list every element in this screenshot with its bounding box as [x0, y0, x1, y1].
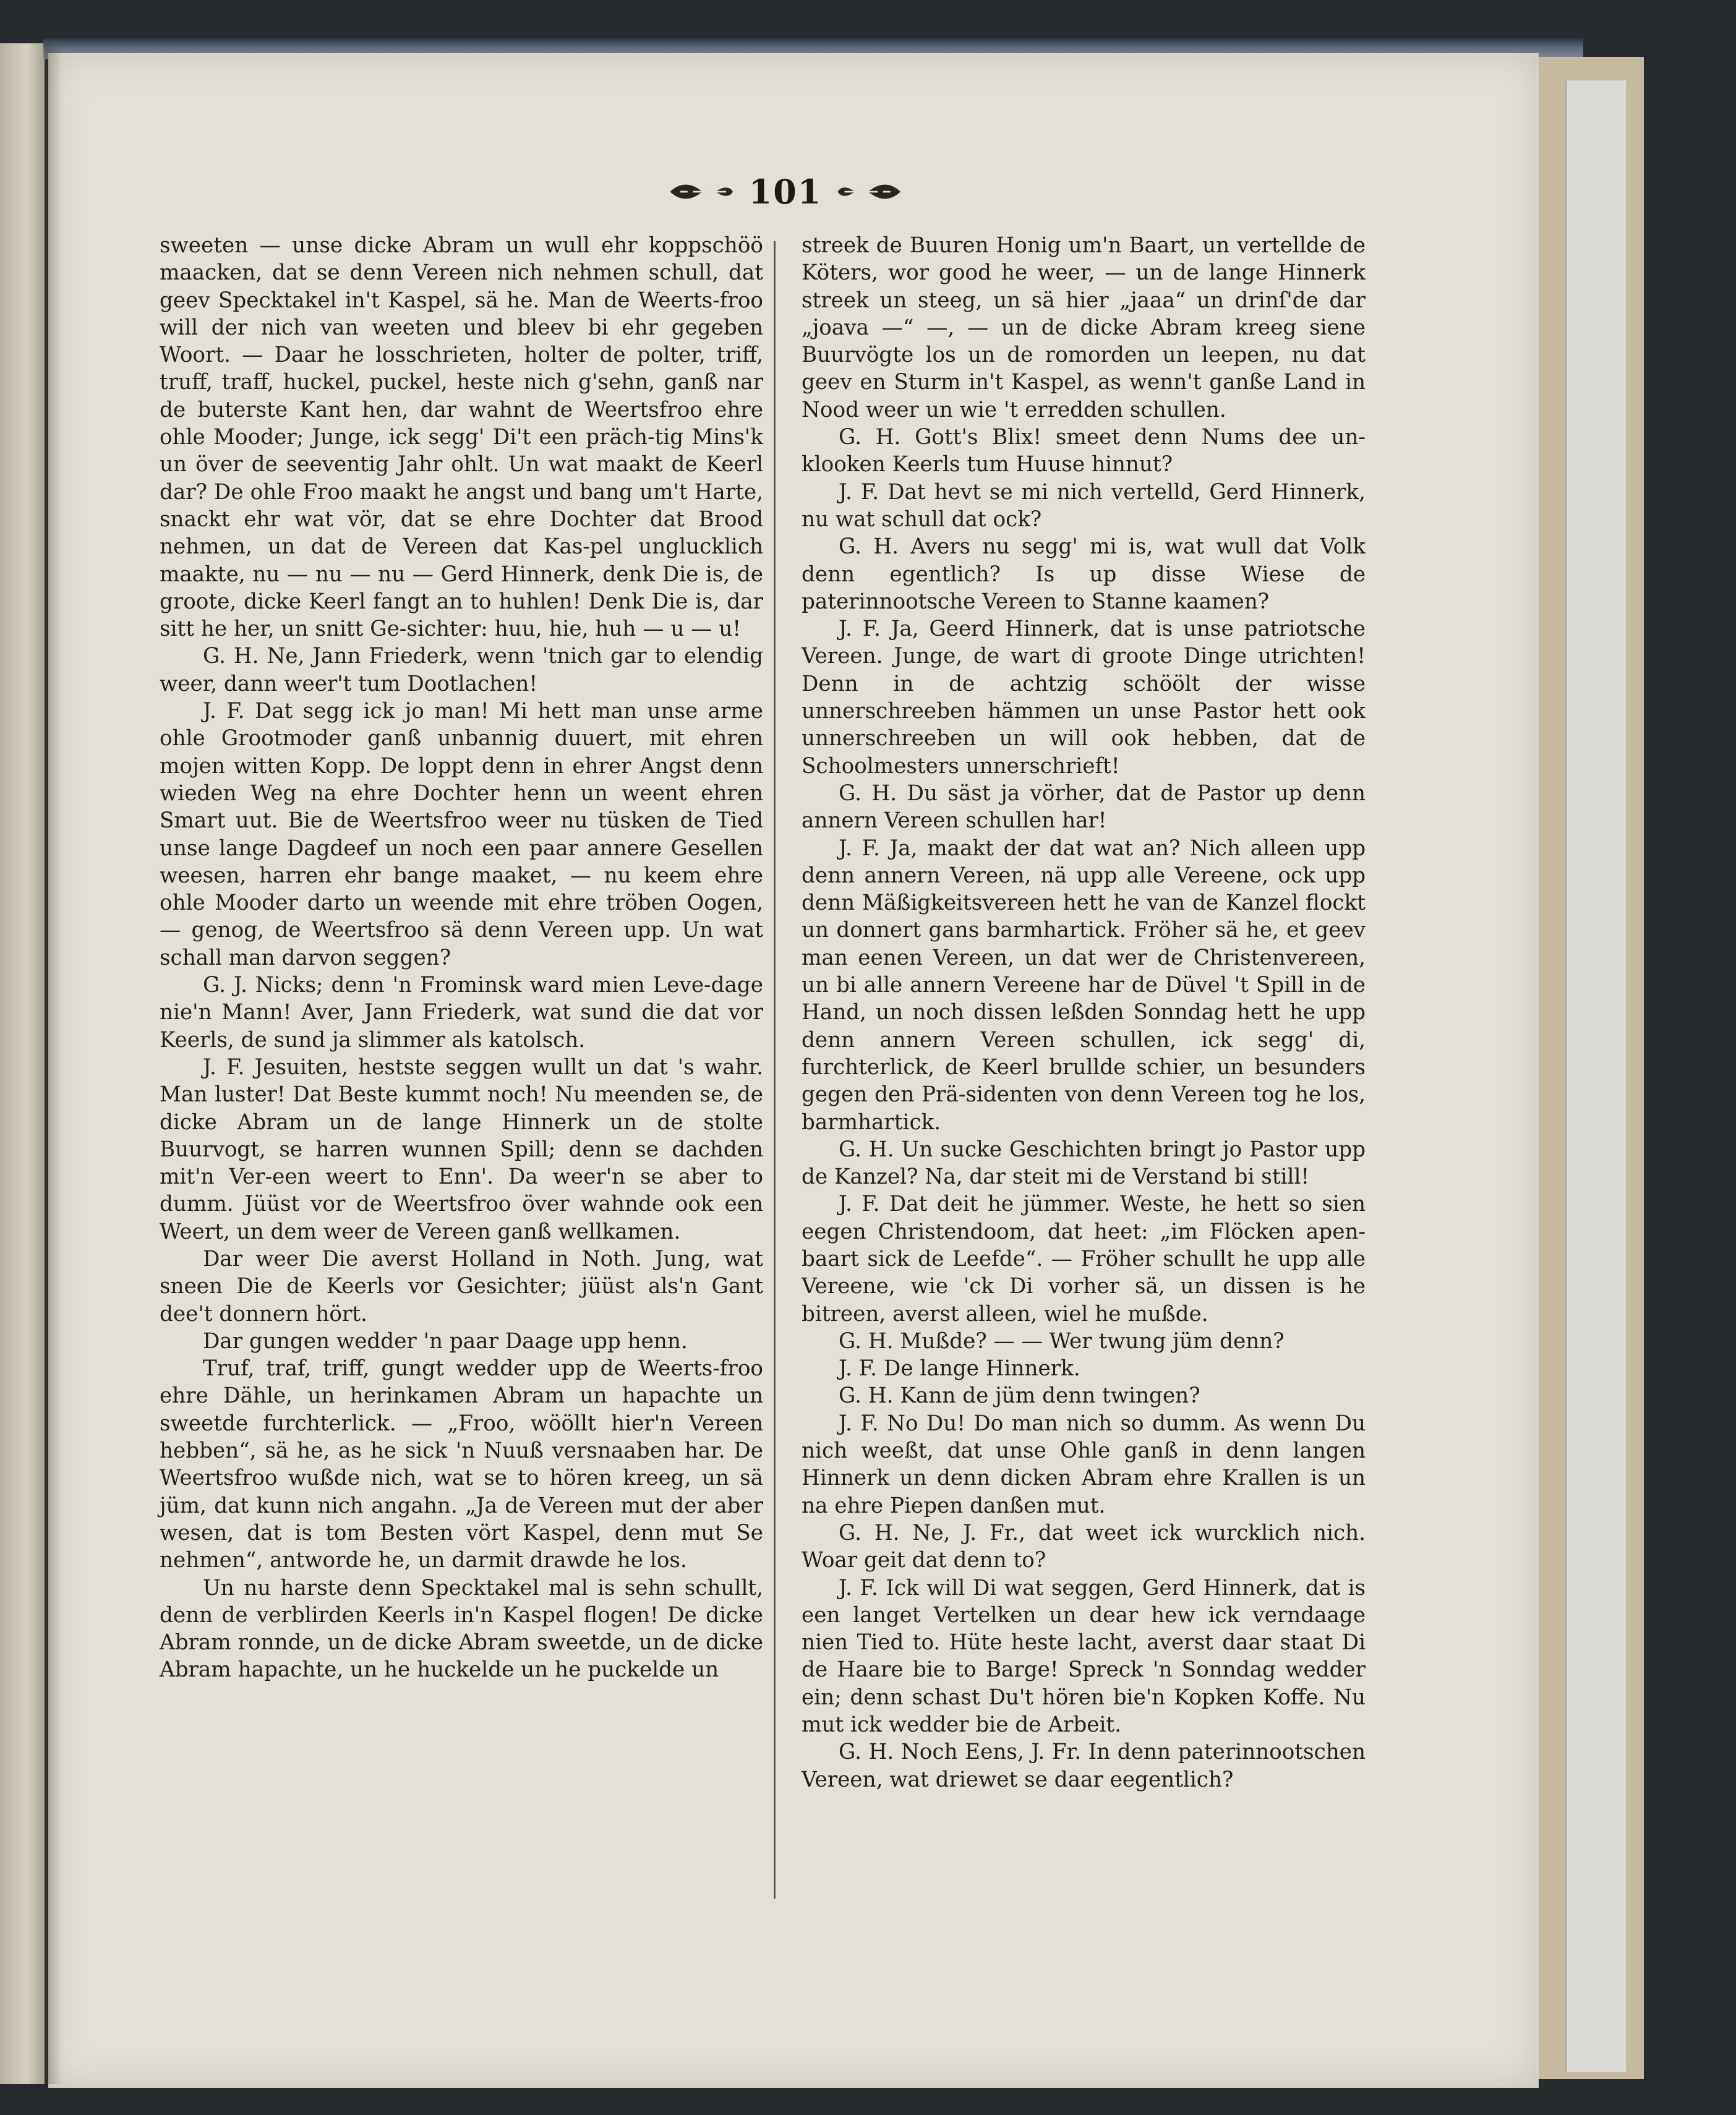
paragraph: J. F. No Du! Do man nich so dumm. As wenn Du nich weeßt, dat unse Ohle ganß in denn langen Hinnerk un denn dicken Abram ehre Krallen is un na ehre Piepen danßen mut. — [802, 1411, 1366, 1518]
page-block-edge — [1565, 80, 1626, 2072]
right-text-column — [802, 232, 1366, 1963]
column-divider — [774, 241, 776, 1899]
paragraph: G. H. Avers nu segg' mi is, wat wull dat Volk denn egentlich? Is up disse Wiese de paterinnootsche Vereen to Stanne kaamen? — [802, 534, 1366, 614]
paragraph: Truf, traf, triff, gungt wedder upp de Weerts-froo ehre Dähle, un herinkamen Abram un hapachte un sweetde furchterlick. — „Froo, wööllt hier'n Vereen hebben“, sä he, as he sick 'n Nuuß versnaaben har. De Weertsfroo wußde nich, wat se to hören kreeg, un sä jüm, dat kunn nich angahn. „Ja de Vereen mut der aber wesen, dat is tom Besten vört Kaspel, denn mut Se nehmen“, antworde he, un darmit drawde he los. — [160, 1356, 763, 1573]
paragraph: J. F. De lange Hinnerk. — [839, 1356, 1080, 1382]
paragraph: Un nu harste denn Specktakel mal is sehn schullt, denn de verblirden Keerls in'n Kaspel flogen! De dicke Abram ronnde, un de dicke Abram sweetde, un de dicke Abram hapachte, un he huckelde un he puckelde un — [160, 1575, 763, 1683]
page-header — [668, 167, 903, 216]
paragraph: G. H. Du säst ja vörher, dat de Pastor up denn annern Vereen schullen har! — [802, 780, 1366, 834]
paragraph: G. H. Gott's Blix! smeet denn Nums dee un-klooken Keerls tum Huuse hinnut? — [802, 425, 1366, 477]
paragraph: J. F. Dat deit he jümmer. Weste, he hett so sien eegen Christendoom, dat heet: „im Flöcken apen-baart sick de Leefde“. — Fröher schullt he upp alle Vereene, wie 'ck Di vorher sä, un dissen is he bitreen, averst alleen, wiel he mußde. — [802, 1192, 1366, 1327]
right-ornament-icon — [836, 178, 903, 205]
paragraph: J. F. Ja, maakt der dat wat an? Nich alleen upp denn annern Vereen, nä upp alle Vereene, ock upp denn Mäßigkeitsvereen hett he van de Kanzel flockt un donnert gans barmhartick. Fröher sä he, et geev man eenen Vereen, un dat wer de Christenvereen, un bi alle annern Vereene har de Düvel 't Spill in de Hand, un noch dissen leßden Sonndag hett he upp denn annern Vereen schullen, ick segg' di, furchterlick, de Keerl brullde schier, un besunders gegen den Prä-sidenten von denn Vereen tog he los, barmhartick. — [802, 835, 1366, 1135]
paragraph: J. F. Dat hevt se mi nich vertelld, Gerd Hinnerk, nu wat schull dat ock? — [802, 479, 1366, 532]
paragraph: Dar weer Die averst Holland in Noth. Jung, wat sneen Die de Keerls vor Gesichter; jüüst als'n Gant dee't donnern hört. — [160, 1246, 763, 1327]
paragraph: G. H. Kann de jüm denn twingen? — [839, 1383, 1200, 1409]
paragraph: G. J. Nicks; denn 'n Frominsk ward mien Leve-dage nie'n Mann! Aver, Jann Friederk, wat sund die dat vor Keerls, de sund ja slimmer als katolsch. — [160, 973, 763, 1053]
left-ornament-icon — [668, 178, 735, 205]
paragraph: G. H. Noch Eens, J. Fr. In denn paterinnootschen Vereen, wat driewet se daar eegentlich? — [802, 1740, 1366, 1792]
paragraph: streek de Buuren Honig um'n Baart, un vertellde de Köters, wor good he weer, — un de lange Hinnerk streek un steeg, un sä hier „jaaa“ un drinſ'de dar „joava —“ —, — un de dicke Abram kreeg siene Buurvögte los un de romorden un leepen, nu dat geev en Sturm in't Kaspel, as wenn't ganße Land in Nood weer un wie 't erredden schullen. — [802, 233, 1366, 422]
paragraph: J. F. Jesuiten, heststе seggen wullt un dat 's wahr. Man luster! Dat Beste kummt noch! Nu meenden se, de dicke Abram un de lange Hinnerk un de stolte Buurvogt, se harren wunnen Spill; denn se dachden mit'n Ver-een weert to Enn'. Da weer'n se aber to dumm. Jüüst vor de Weertsfroo över wahnde ook een Weert, un dem weer de Vereen ganß wellkamen. — [160, 1054, 763, 1244]
paragraph: J. F. Ja, Geerd Hinnerk, dat is unse patriotsche Vereen. Junge, de wart di groote Dinge utrichten! Denn in de achtzig schöölt der wisse unnerschreeben hämmen un unse Pastor hett ook unnerschreeben un will ook hebben, dat de Schoolmesters unnerschrieft! — [802, 617, 1366, 779]
paragraph: G. H. Un sucke Geschichten bringt jo Pastor upp de Kanzel? Na, dar steit mi de Verstand bi still! — [802, 1137, 1366, 1190]
gutter-shadow — [45, 43, 62, 2084]
paragraph: J. F. Ick will Di wat seggen, Gerd Hinnerk, dat is een langet Vertelken un dear hew ick verndaage nien Tied to. Hüte heste lacht, averst daar staat Di de Haare bie to Barge! Spreck 'n Sonndag wedder ein; denn schast Du't hören bie'n Kopken Koffe. Nu mut ick wedder bie de Arbeit. — [802, 1575, 1366, 1738]
paragraph: G. H. Ne, Jann Friederk, wenn 'tnich gar to elendig weer, dann weer't tum Dootlachen! — [160, 644, 763, 696]
paragraph: J. F. Dat segg ick jo man! Mi hett man unse arme ohle Grootmoder ganß unbannig duuert, mit ehren mojen witten Kopp. De loppt denn in ehrer Angst denn wieden Weg na ehre Dochter henn un weent ehren Smart uut. Bie de Weertsfroo weer nu tüsken de Tied unse lange Dagdeef un noch een paar annere Gesellen weesen, harren ehr bange maaket, — nu keem ehre ohle Mooder darto un weende mit ehre tröben Oogen, — genog, de Weertsfroo sä denn Vereen upp. Un wat schall man darvon seggen? — [160, 699, 763, 970]
paragraph: G. H. Ne, J. Fr., dat weet ick wurcklich nich. Woar geit dat denn to? — [802, 1520, 1366, 1573]
paragraph: sweeten — unse dicke Abram un wull ehr koppschöö maacken, dat se denn Vereen nich nehmen schull, dat geev Specktakel in't Kaspel, sä he. Man de Weerts-froo will der nich van weeten und bleev bi ehr gegeben Woort. — Daar he losschrieten, holter de polter, triff, truff, traff, huckel, puckel, heste nich g'sehn, ganß nar de buterste Kant hen, dar wahnt de Weertsfroo ehre ohle Mooder; Junge, ick segg' Di't een präch-tig Mins'k un över de seeventig Jahr ohlt. Un wat maakt de Keerl dar? De ohle Froo maakt he angst und bang um't Harte, snackt ehr wat vör, dat se ehre Dochter dat Brood nehmen, un dat de Vereen dat Kas-pel unglucklich maakte, nu — nu — nu — Gerd Hinnerk, denk Die is, de groote, dicke Keerl fangt an to huhlen! Denk Die is, dar sitt he her, un snitt Ge-sichter: huu, hie, huh — u — u! — [160, 233, 763, 642]
paragraph: G. H. Mußde? — — Wer twung jüm denn? — [839, 1328, 1285, 1354]
left-text-column — [160, 232, 763, 1963]
page-number: 101 — [748, 172, 823, 212]
paragraph: Dar gungen wedder 'n paar Daage upp henn. — [203, 1328, 688, 1354]
previous-page-edge — [0, 43, 45, 2084]
